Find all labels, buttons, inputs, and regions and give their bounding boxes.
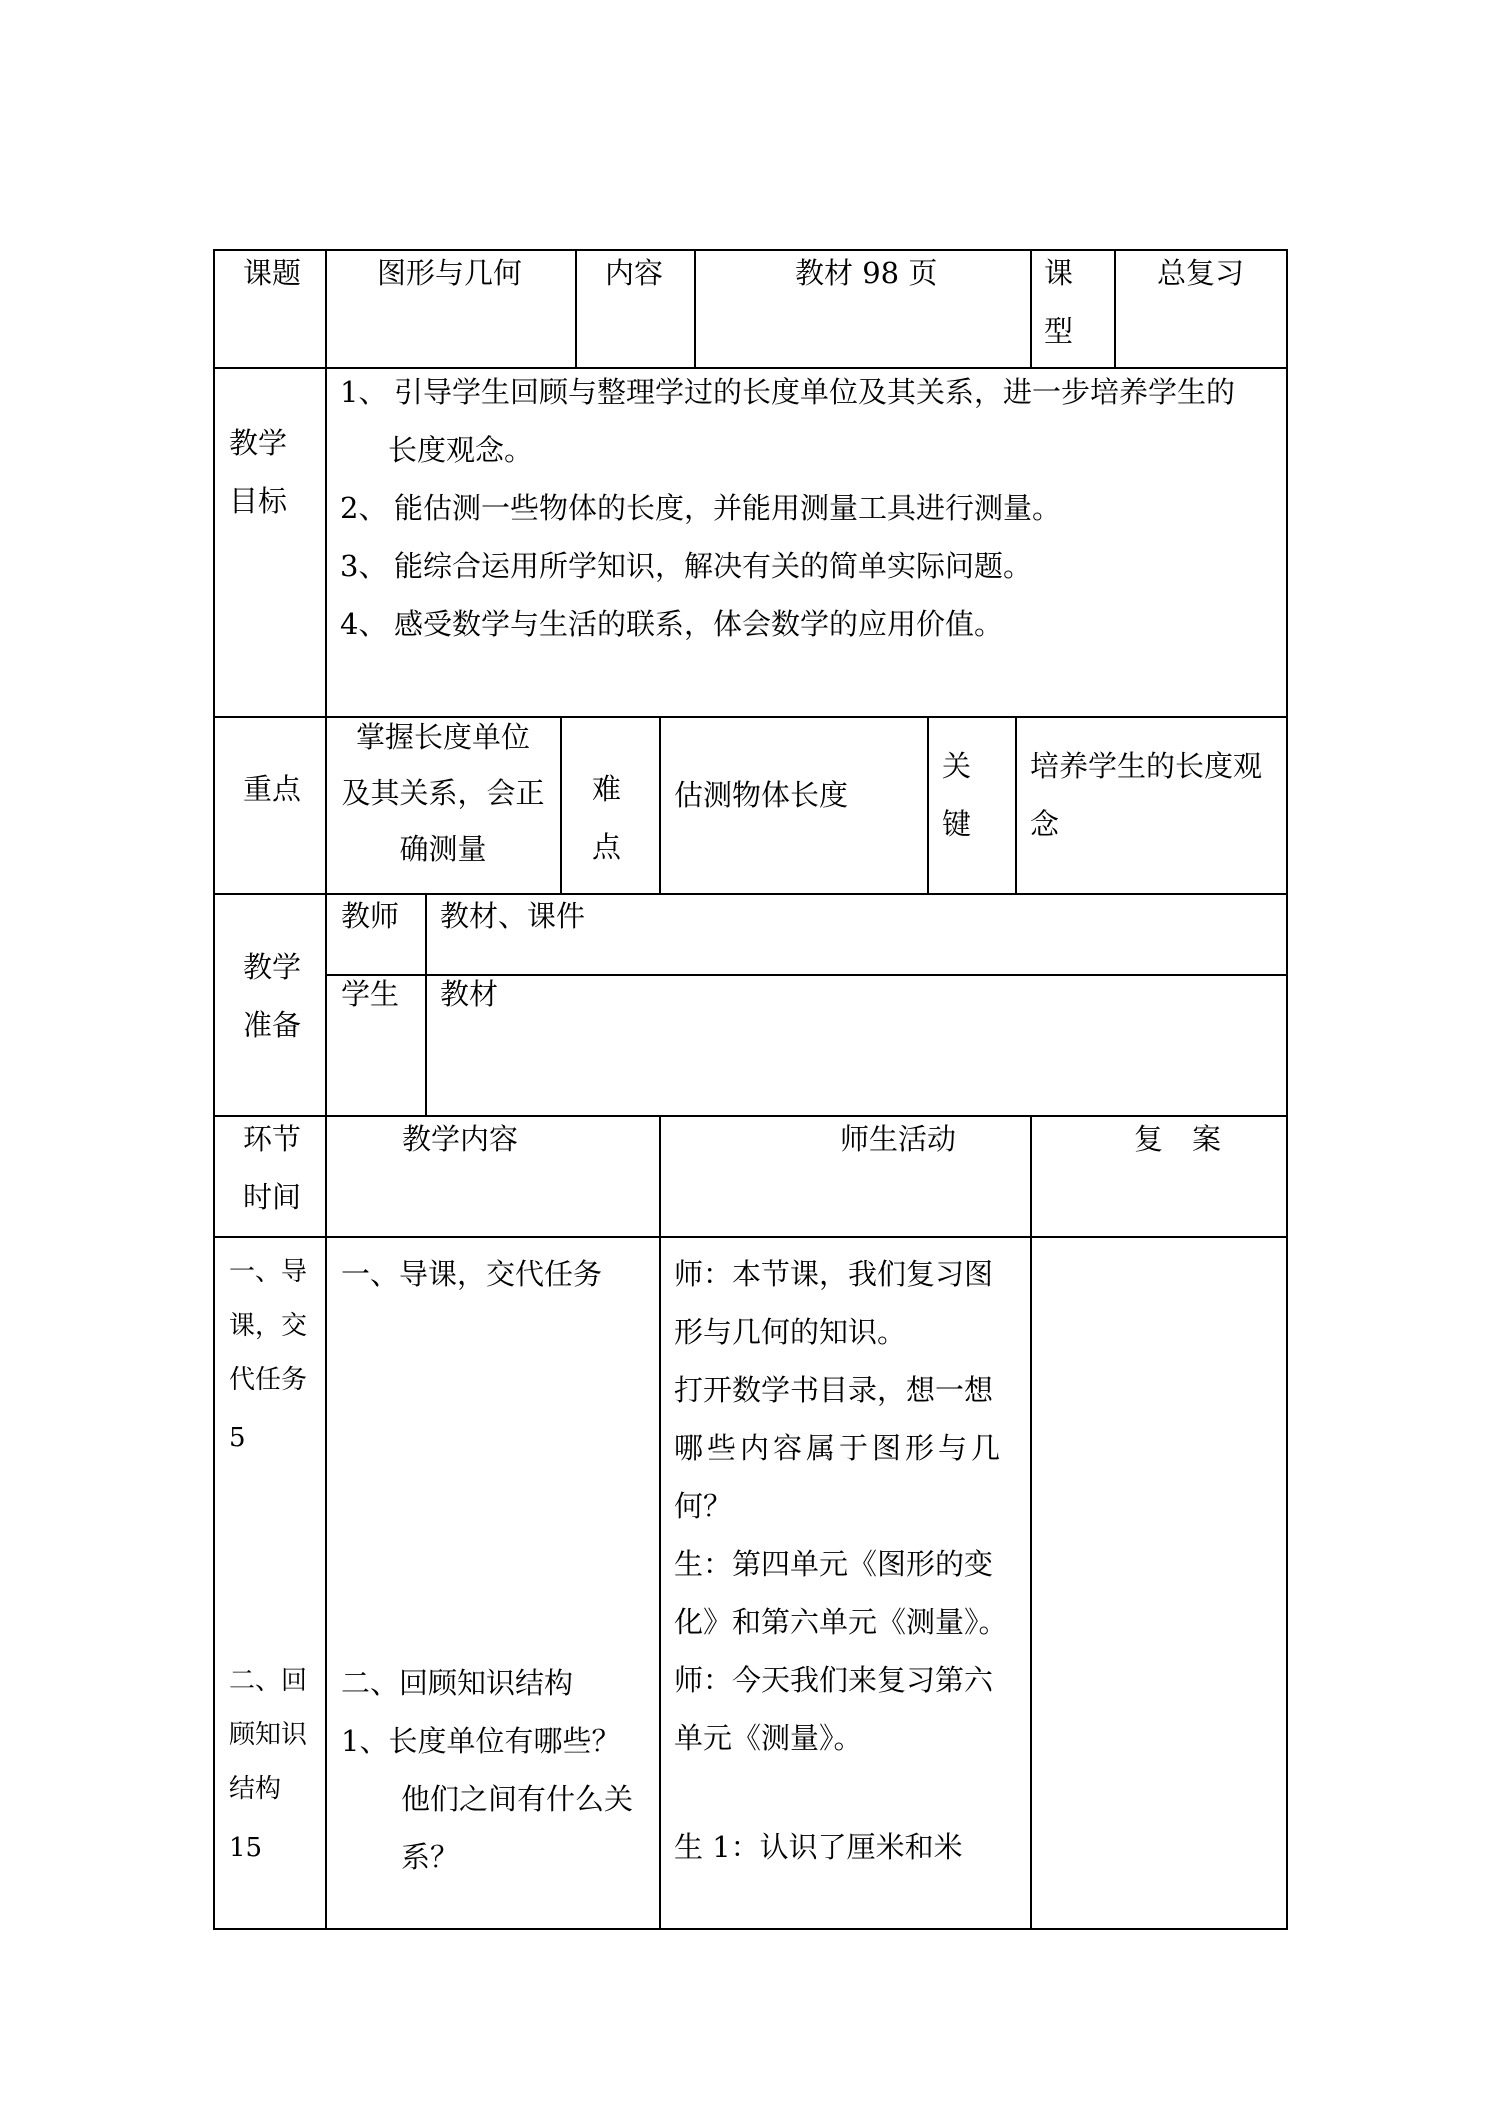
col-divider xyxy=(1015,716,1017,895)
content-item: 1、长度单位有哪些？ xyxy=(341,1724,621,1758)
objective-number: 1、 xyxy=(340,375,388,409)
content-item xyxy=(401,1770,633,1886)
objective-text: 能综合运用所学知识，解决有关的简单实际问题。 xyxy=(394,549,1033,583)
objectives-label-line: 教学 xyxy=(229,426,288,460)
col-divider xyxy=(927,716,929,895)
key-point-line: 确测量 xyxy=(399,832,487,866)
critical-value xyxy=(1030,737,1262,853)
col-divider xyxy=(1114,249,1116,369)
objectives-label xyxy=(229,414,287,530)
lesson-type-value: 总复习 xyxy=(1157,256,1245,290)
lesson-type-label xyxy=(1044,244,1073,360)
objectives-label-line: 目标 xyxy=(229,484,288,518)
teaching-content-header: 教学内容 xyxy=(402,1122,519,1156)
activity-line: 师：本节课，我们复习图 xyxy=(674,1257,994,1291)
key-point-label: 重点 xyxy=(243,772,302,806)
stage-2-line: 二、回 xyxy=(229,1666,308,1696)
row-divider xyxy=(213,1115,1288,1117)
table-border-bottom xyxy=(213,1928,1288,1930)
content-value: 教材 98 页 xyxy=(795,256,938,290)
activities-header: 师生活动 xyxy=(840,1122,957,1156)
critical-value-line: 培养学生的长度观 xyxy=(1030,749,1263,783)
col-divider xyxy=(659,716,661,895)
student-label: 学生 xyxy=(341,977,400,1011)
lesson-type-label-line: 课 xyxy=(1044,256,1074,290)
stage-1-line: 一、导 xyxy=(229,1257,308,1287)
critical-label xyxy=(942,737,971,853)
key-point-value xyxy=(330,709,556,877)
activity-line: 哪些内容属于图形与几 xyxy=(674,1431,1005,1465)
activity-line: 师：今天我们来复习第六 xyxy=(674,1663,994,1697)
col-divider xyxy=(694,249,696,369)
stage-time-header xyxy=(243,1110,301,1226)
activity-text xyxy=(674,1245,1018,1767)
col-divider xyxy=(325,249,327,1930)
objective-text: 感受数学与生活的联系，体会数学的应用价值。 xyxy=(394,607,1004,641)
stage-1-time: 5 xyxy=(229,1423,246,1453)
critical-label-line: 键 xyxy=(942,807,972,841)
activity-line: 生：第四单元《图形的变 xyxy=(674,1547,994,1581)
revision-header: 复 案 xyxy=(1134,1122,1222,1156)
critical-label-line: 关 xyxy=(942,749,972,783)
stage-time-header-line: 时间 xyxy=(243,1180,302,1214)
stage-1-line: 代任务 xyxy=(229,1365,308,1395)
table-border-top xyxy=(213,249,1288,251)
activity-line: 生 1：认识了厘米和米 xyxy=(674,1830,963,1864)
topic-value: 图形与几何 xyxy=(377,256,523,290)
col-divider xyxy=(1030,249,1032,369)
objective-number: 4、 xyxy=(340,607,388,641)
stage-1 xyxy=(229,1245,307,1407)
student-materials: 教材 xyxy=(440,977,499,1011)
stage-2-line: 顾知识 xyxy=(229,1720,308,1750)
content-item: 一、导课，交代任务 xyxy=(341,1257,603,1291)
key-point-line: 及其关系，会正 xyxy=(341,776,545,810)
objective-number: 3、 xyxy=(340,549,388,583)
stage-2-time: 15 xyxy=(229,1833,263,1863)
content-label: 内容 xyxy=(605,256,664,290)
table-border-left xyxy=(213,249,215,1930)
table-border-right xyxy=(1286,249,1288,1930)
lesson-type-label-line: 型 xyxy=(1044,314,1074,348)
activity-line: 化》和第六单元《测量》。 xyxy=(674,1605,1008,1639)
difficulty-label xyxy=(592,760,621,876)
objective-number: 2、 xyxy=(340,491,388,525)
preparation-label-line: 教学 xyxy=(243,950,302,984)
critical-value-line: 念 xyxy=(1030,807,1060,841)
col-divider xyxy=(1030,1115,1032,1930)
objective-text: 长度观念。 xyxy=(388,433,534,467)
stage-2-line: 结构 xyxy=(229,1774,282,1804)
objective-text: 引导学生回顾与整理学过的长度单位及其关系，进一步培养学生的 xyxy=(394,375,1236,409)
preparation-label-line: 准备 xyxy=(243,1008,302,1042)
content-item-line: 系？ xyxy=(401,1840,460,1874)
key-point-line: 掌握长度单位 xyxy=(355,720,530,754)
difficulty-label-line: 难 xyxy=(592,772,622,806)
activity-line: 何？ xyxy=(674,1489,733,1523)
stage-2 xyxy=(229,1654,307,1816)
preparation-label xyxy=(243,938,301,1054)
col-divider xyxy=(659,1115,661,1930)
topic-label: 课题 xyxy=(243,256,302,290)
objective-text: 能估测一些物体的长度，并能用测量工具进行测量。 xyxy=(394,491,1062,525)
content-item-line: 他们之间有什么关 xyxy=(401,1782,634,1816)
stage-time-header-line: 环节 xyxy=(243,1122,302,1156)
activity-line: 单元《测量》。 xyxy=(674,1721,863,1755)
row-divider xyxy=(213,1236,1288,1238)
content-item: 二、回顾知识结构 xyxy=(341,1666,574,1700)
col-divider xyxy=(425,893,427,1117)
teacher-label: 教师 xyxy=(341,899,400,933)
difficulty-value: 估测物体长度 xyxy=(674,778,849,812)
stage-1-line: 课，交 xyxy=(229,1311,308,1341)
col-divider xyxy=(560,716,562,895)
activity-line: 打开数学书目录，想一想 xyxy=(674,1373,994,1407)
activity-line: 形与几何的知识。 xyxy=(674,1315,907,1349)
teacher-materials: 教材、课件 xyxy=(440,899,586,933)
col-divider xyxy=(575,249,577,369)
difficulty-label-line: 点 xyxy=(592,830,622,864)
